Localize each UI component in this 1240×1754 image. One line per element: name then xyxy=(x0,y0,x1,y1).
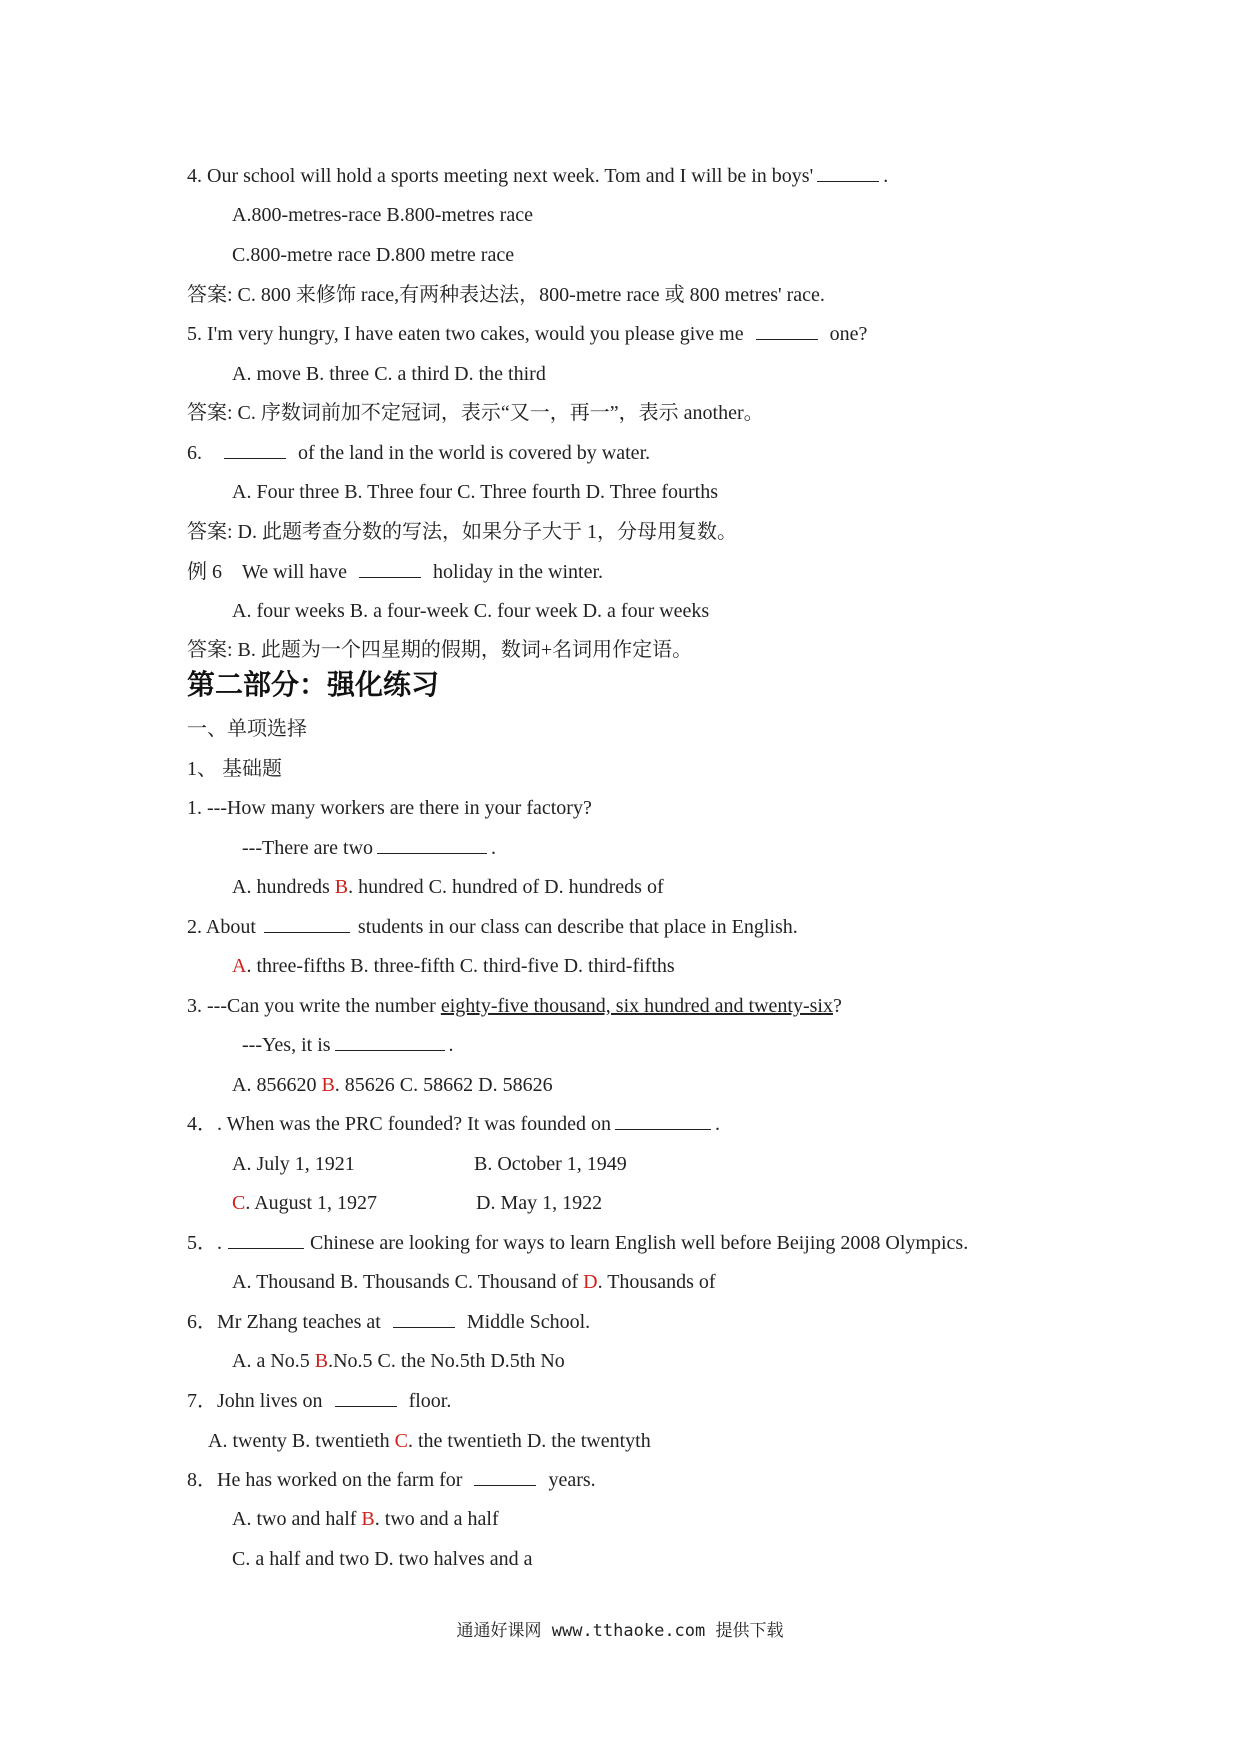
question-5-options: A. move B. three C. a third D. the third xyxy=(232,363,546,385)
exercise-1-reply: ---There are two . xyxy=(242,837,497,859)
question-6-options: A. Four three B. Three four C. Three fourth D. Three fourths xyxy=(232,481,718,503)
answer-blank xyxy=(359,559,421,578)
answer-blank xyxy=(335,1388,397,1407)
exercise-7-stem: 7．John lives on floor. xyxy=(187,1390,452,1412)
correct-option-marker: B xyxy=(334,876,349,898)
correct-option-marker: C xyxy=(232,1192,246,1214)
answer-blank xyxy=(377,835,487,854)
question-4-options-ab: A.800-metres-race B.800-metres race xyxy=(232,204,533,226)
exercise-6-options: A. a No.5 B.No.5 C. the No.5th D.5th No xyxy=(232,1350,565,1372)
exercise-1-stem: 1. ---How many workers are there in your factory? xyxy=(187,797,592,819)
example-6-stem: 例 6 We will have holiday in the winter. xyxy=(187,561,604,583)
question-4-stem: 4. Our school will hold a sports meeting next week. Tom and I will be in boys' . xyxy=(187,165,889,187)
answer-blank xyxy=(224,440,286,459)
answer-blank xyxy=(335,1032,445,1051)
correct-option-marker: C xyxy=(394,1430,408,1452)
level-title: 1、 基础题 xyxy=(187,758,282,780)
exercise-5-stem: 5．. Chinese are looking for ways to learn English well before Beijing 2008 Olympics. xyxy=(187,1232,969,1254)
correct-option-marker: D xyxy=(583,1271,598,1293)
exercise-4-stem: 4．. When was the PRC founded? It was founded on . xyxy=(187,1113,721,1135)
example-6-options: A. four weeks B. a four-week C. four week D. a four weeks xyxy=(232,600,710,622)
exercise-3-stem: 3. ---Can you write the number eighty-five thousand, six hundred and twenty-six? xyxy=(187,995,842,1017)
question-5-stem: 5. I'm very hungry, I have eaten two cakes, would you please give me one? xyxy=(187,323,868,345)
exercise-3-reply: ---Yes, it is . xyxy=(242,1034,454,1056)
exercise-4-option-b: B. October 1, 1949 xyxy=(474,1153,627,1175)
question-6-stem: 6. of the land in the world is covered by water. xyxy=(187,442,651,464)
answer-blank xyxy=(817,163,879,182)
exercise-3-options: A. 856620 B. 85626 C. 58662 D. 58626 xyxy=(232,1074,553,1096)
exercise-4-option-a: A. July 1, 1921 xyxy=(232,1153,355,1175)
exercise-7-options: A. twenty B. twentieth C. the twentieth D. the twentyth xyxy=(208,1430,651,1452)
answer-blank xyxy=(756,321,818,340)
exercise-8-stem: 8．He has worked on the farm for years. xyxy=(187,1469,596,1491)
answer-blank xyxy=(228,1230,304,1249)
exercise-4-option-c: C. August 1, 1927 xyxy=(232,1192,378,1214)
exercise-5-options: A. Thousand B. Thousands C. Thousand of D. Thousands of xyxy=(232,1271,716,1293)
subsection-title: 一、单项选择 xyxy=(187,718,307,740)
correct-option-marker: B xyxy=(321,1074,335,1096)
answer-blank xyxy=(474,1467,536,1486)
question-4-options-cd: C.800-metre race D.800 metre race xyxy=(232,244,515,266)
page-footer: 通通好课网 www.tthaoke.com 提供下载 xyxy=(456,1621,784,1641)
question-5-answer: 答案: C. 序数词前加不定冠词，表示“又一，再一”，表示 another。 xyxy=(187,402,764,424)
correct-option-marker: B xyxy=(361,1508,375,1530)
answer-blank xyxy=(264,914,350,933)
section-title: 第二部分：强化练习 xyxy=(187,668,440,701)
exercise-6-stem: 6．Mr Zhang teaches at Middle School. xyxy=(187,1311,591,1333)
exercise-8-options-cd: C. a half and two D. two halves and a xyxy=(232,1548,533,1570)
exercise-8-options-ab: A. two and half B. two and a half xyxy=(232,1508,499,1530)
correct-option-marker: A xyxy=(232,955,247,977)
correct-option-marker: B xyxy=(314,1350,329,1372)
question-4-answer: 答案: C. 800 来修饰 race,有两种表达法，800-metre race 或 800 metres' race. xyxy=(187,284,825,306)
exercise-4-option-d: D. May 1, 1922 xyxy=(476,1192,603,1214)
exercise-2-stem: 2. About students in our class can describe that place in English. xyxy=(187,916,798,938)
exercise-2-options: A. three-fifths B. three-fifth C. third-five D. third-fifths xyxy=(232,955,675,977)
exercise-1-options: A. hundreds B. hundred C. hundred of D. hundreds of xyxy=(232,876,664,898)
answer-blank xyxy=(393,1309,455,1328)
question-6-answer: 答案: D. 此题考查分数的写法，如果分子大于 1，分母用复数。 xyxy=(187,521,737,543)
answer-blank xyxy=(615,1111,711,1130)
example-6-answer: 答案: B. 此题为一个四星期的假期，数词+名词用作定语。 xyxy=(187,639,693,661)
